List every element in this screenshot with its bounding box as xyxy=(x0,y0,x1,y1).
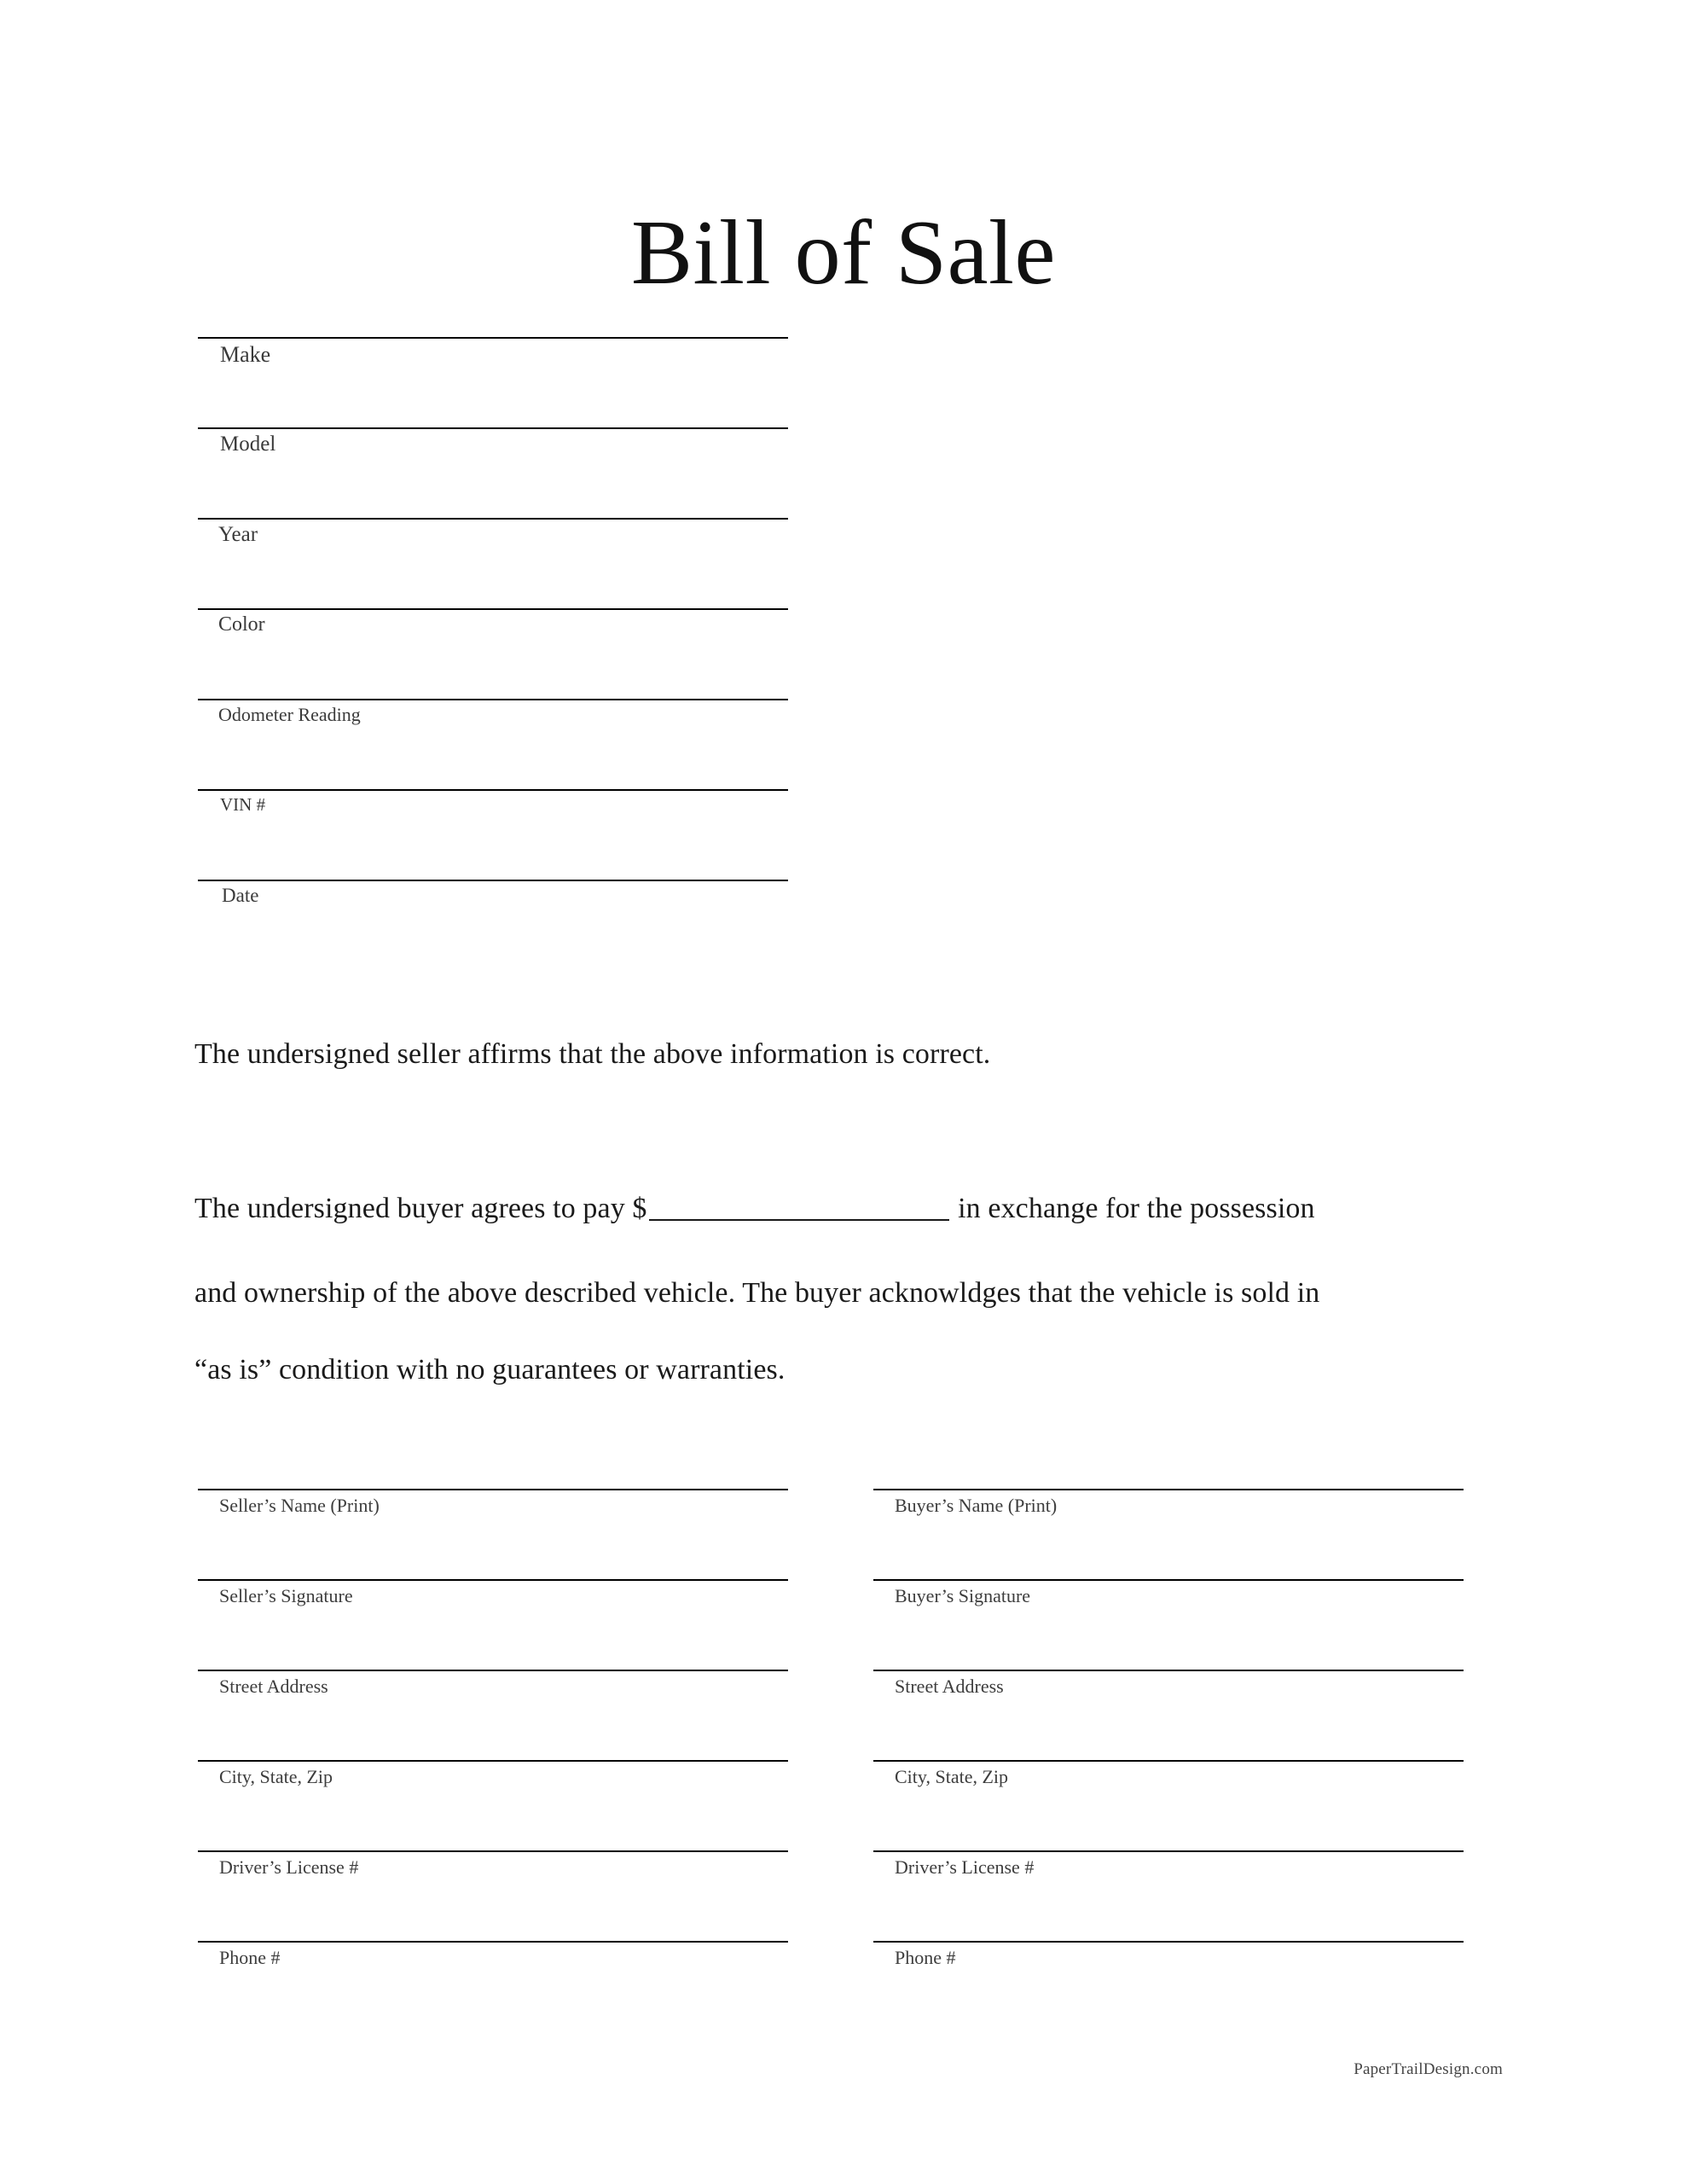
buyer-agreement-prefix: The undersigned buyer agrees to pay $ xyxy=(194,1193,647,1224)
write-line-buyer-name[interactable] xyxy=(873,1489,1464,1490)
write-line-year[interactable] xyxy=(198,518,788,520)
field-row-model[interactable] xyxy=(198,427,795,518)
footer-credit: PaperTrailDesign.com xyxy=(1354,2060,1503,2078)
write-line-buyer-city-state-zip[interactable] xyxy=(873,1760,1464,1762)
buyer-agreement-line-2: and ownership of the above described vehicle. The buyer acknowldges that the vehicle is sold in xyxy=(194,1277,1320,1309)
write-line-buyer-street-address[interactable] xyxy=(873,1670,1464,1671)
field-row-buyer-name[interactable] xyxy=(873,1489,1470,1579)
write-line-seller-street-address[interactable] xyxy=(198,1670,788,1671)
field-row-color[interactable] xyxy=(198,608,795,699)
field-label-buyer-name: Buyer’s Name (Print) xyxy=(895,1495,1058,1516)
field-label-seller-street-address: Street Address xyxy=(219,1676,328,1697)
field-label-seller-phone: Phone # xyxy=(219,1947,281,1968)
page-title: Bill of Sale xyxy=(631,202,1056,305)
field-row-buyer-city-state-zip[interactable] xyxy=(873,1760,1470,1850)
field-label-seller-signature: Seller’s Signature xyxy=(219,1585,353,1606)
field-label-buyer-phone: Phone # xyxy=(895,1947,956,1968)
field-label-buyer-street-address: Street Address xyxy=(895,1676,1004,1697)
buyer-information-section xyxy=(873,1489,1470,2031)
field-label-seller-name: Seller’s Name (Print) xyxy=(219,1495,380,1516)
field-row-buyer-street-address[interactable] xyxy=(873,1670,1470,1760)
write-line-buyer-phone[interactable] xyxy=(873,1941,1464,1943)
field-row-year[interactable] xyxy=(198,518,795,608)
field-row-seller-city-state-zip[interactable] xyxy=(198,1760,795,1850)
field-label-year: Year xyxy=(218,523,258,546)
field-row-vin[interactable] xyxy=(198,789,795,880)
field-label-date: Date xyxy=(222,885,259,906)
field-label-seller-city-state-zip: City, State, Zip xyxy=(219,1766,333,1787)
field-label-color: Color xyxy=(218,613,265,636)
field-row-seller-drivers-license[interactable] xyxy=(198,1850,795,1941)
field-label-vin: VIN # xyxy=(220,794,266,815)
vehicle-information-section xyxy=(198,337,795,970)
field-label-make: Make xyxy=(220,342,271,367)
seller-affirmation-text: The undersigned seller affirms that the above information is correct. xyxy=(194,1038,991,1070)
field-row-seller-name[interactable] xyxy=(198,1489,795,1579)
buyer-agreement-line-1 xyxy=(194,1194,1457,1223)
write-line-vin[interactable] xyxy=(198,789,788,791)
field-row-odometer-reading[interactable] xyxy=(198,699,795,789)
field-label-buyer-city-state-zip: City, State, Zip xyxy=(895,1766,1009,1787)
field-row-seller-phone[interactable] xyxy=(198,1941,795,2031)
field-label-odometer-reading: Odometer Reading xyxy=(218,704,361,725)
field-row-make[interactable] xyxy=(198,337,795,427)
field-row-buyer-phone[interactable] xyxy=(873,1941,1470,2031)
write-line-seller-phone[interactable] xyxy=(198,1941,788,1943)
write-line-odometer-reading[interactable] xyxy=(198,699,788,700)
field-row-buyer-drivers-license[interactable] xyxy=(873,1850,1470,1941)
write-line-seller-drivers-license[interactable] xyxy=(198,1850,788,1852)
purchase-amount-blank[interactable] xyxy=(649,1194,949,1221)
field-label-seller-drivers-license: Driver’s License # xyxy=(219,1856,359,1878)
write-line-make[interactable] xyxy=(198,337,788,339)
buyer-agreement-suffix: in exchange for the possession xyxy=(950,1193,1315,1224)
field-label-model: Model xyxy=(220,433,276,456)
buyer-agreement-line-3: “as is” condition with no guarantees or warranties. xyxy=(194,1354,786,1385)
field-row-seller-signature[interactable] xyxy=(198,1579,795,1670)
write-line-buyer-signature[interactable] xyxy=(873,1579,1464,1581)
field-row-date[interactable] xyxy=(198,880,795,970)
write-line-seller-name[interactable] xyxy=(198,1489,788,1490)
field-label-buyer-signature: Buyer’s Signature xyxy=(895,1585,1031,1606)
write-line-color[interactable] xyxy=(198,608,788,610)
seller-information-section xyxy=(198,1489,795,2031)
field-label-buyer-drivers-license: Driver’s License # xyxy=(895,1856,1035,1878)
field-row-buyer-signature[interactable] xyxy=(873,1579,1470,1670)
write-line-seller-signature[interactable] xyxy=(198,1579,788,1581)
write-line-buyer-drivers-license[interactable] xyxy=(873,1850,1464,1852)
field-row-seller-street-address[interactable] xyxy=(198,1670,795,1760)
write-line-model[interactable] xyxy=(198,427,788,429)
write-line-date[interactable] xyxy=(198,880,788,881)
write-line-seller-city-state-zip[interactable] xyxy=(198,1760,788,1762)
